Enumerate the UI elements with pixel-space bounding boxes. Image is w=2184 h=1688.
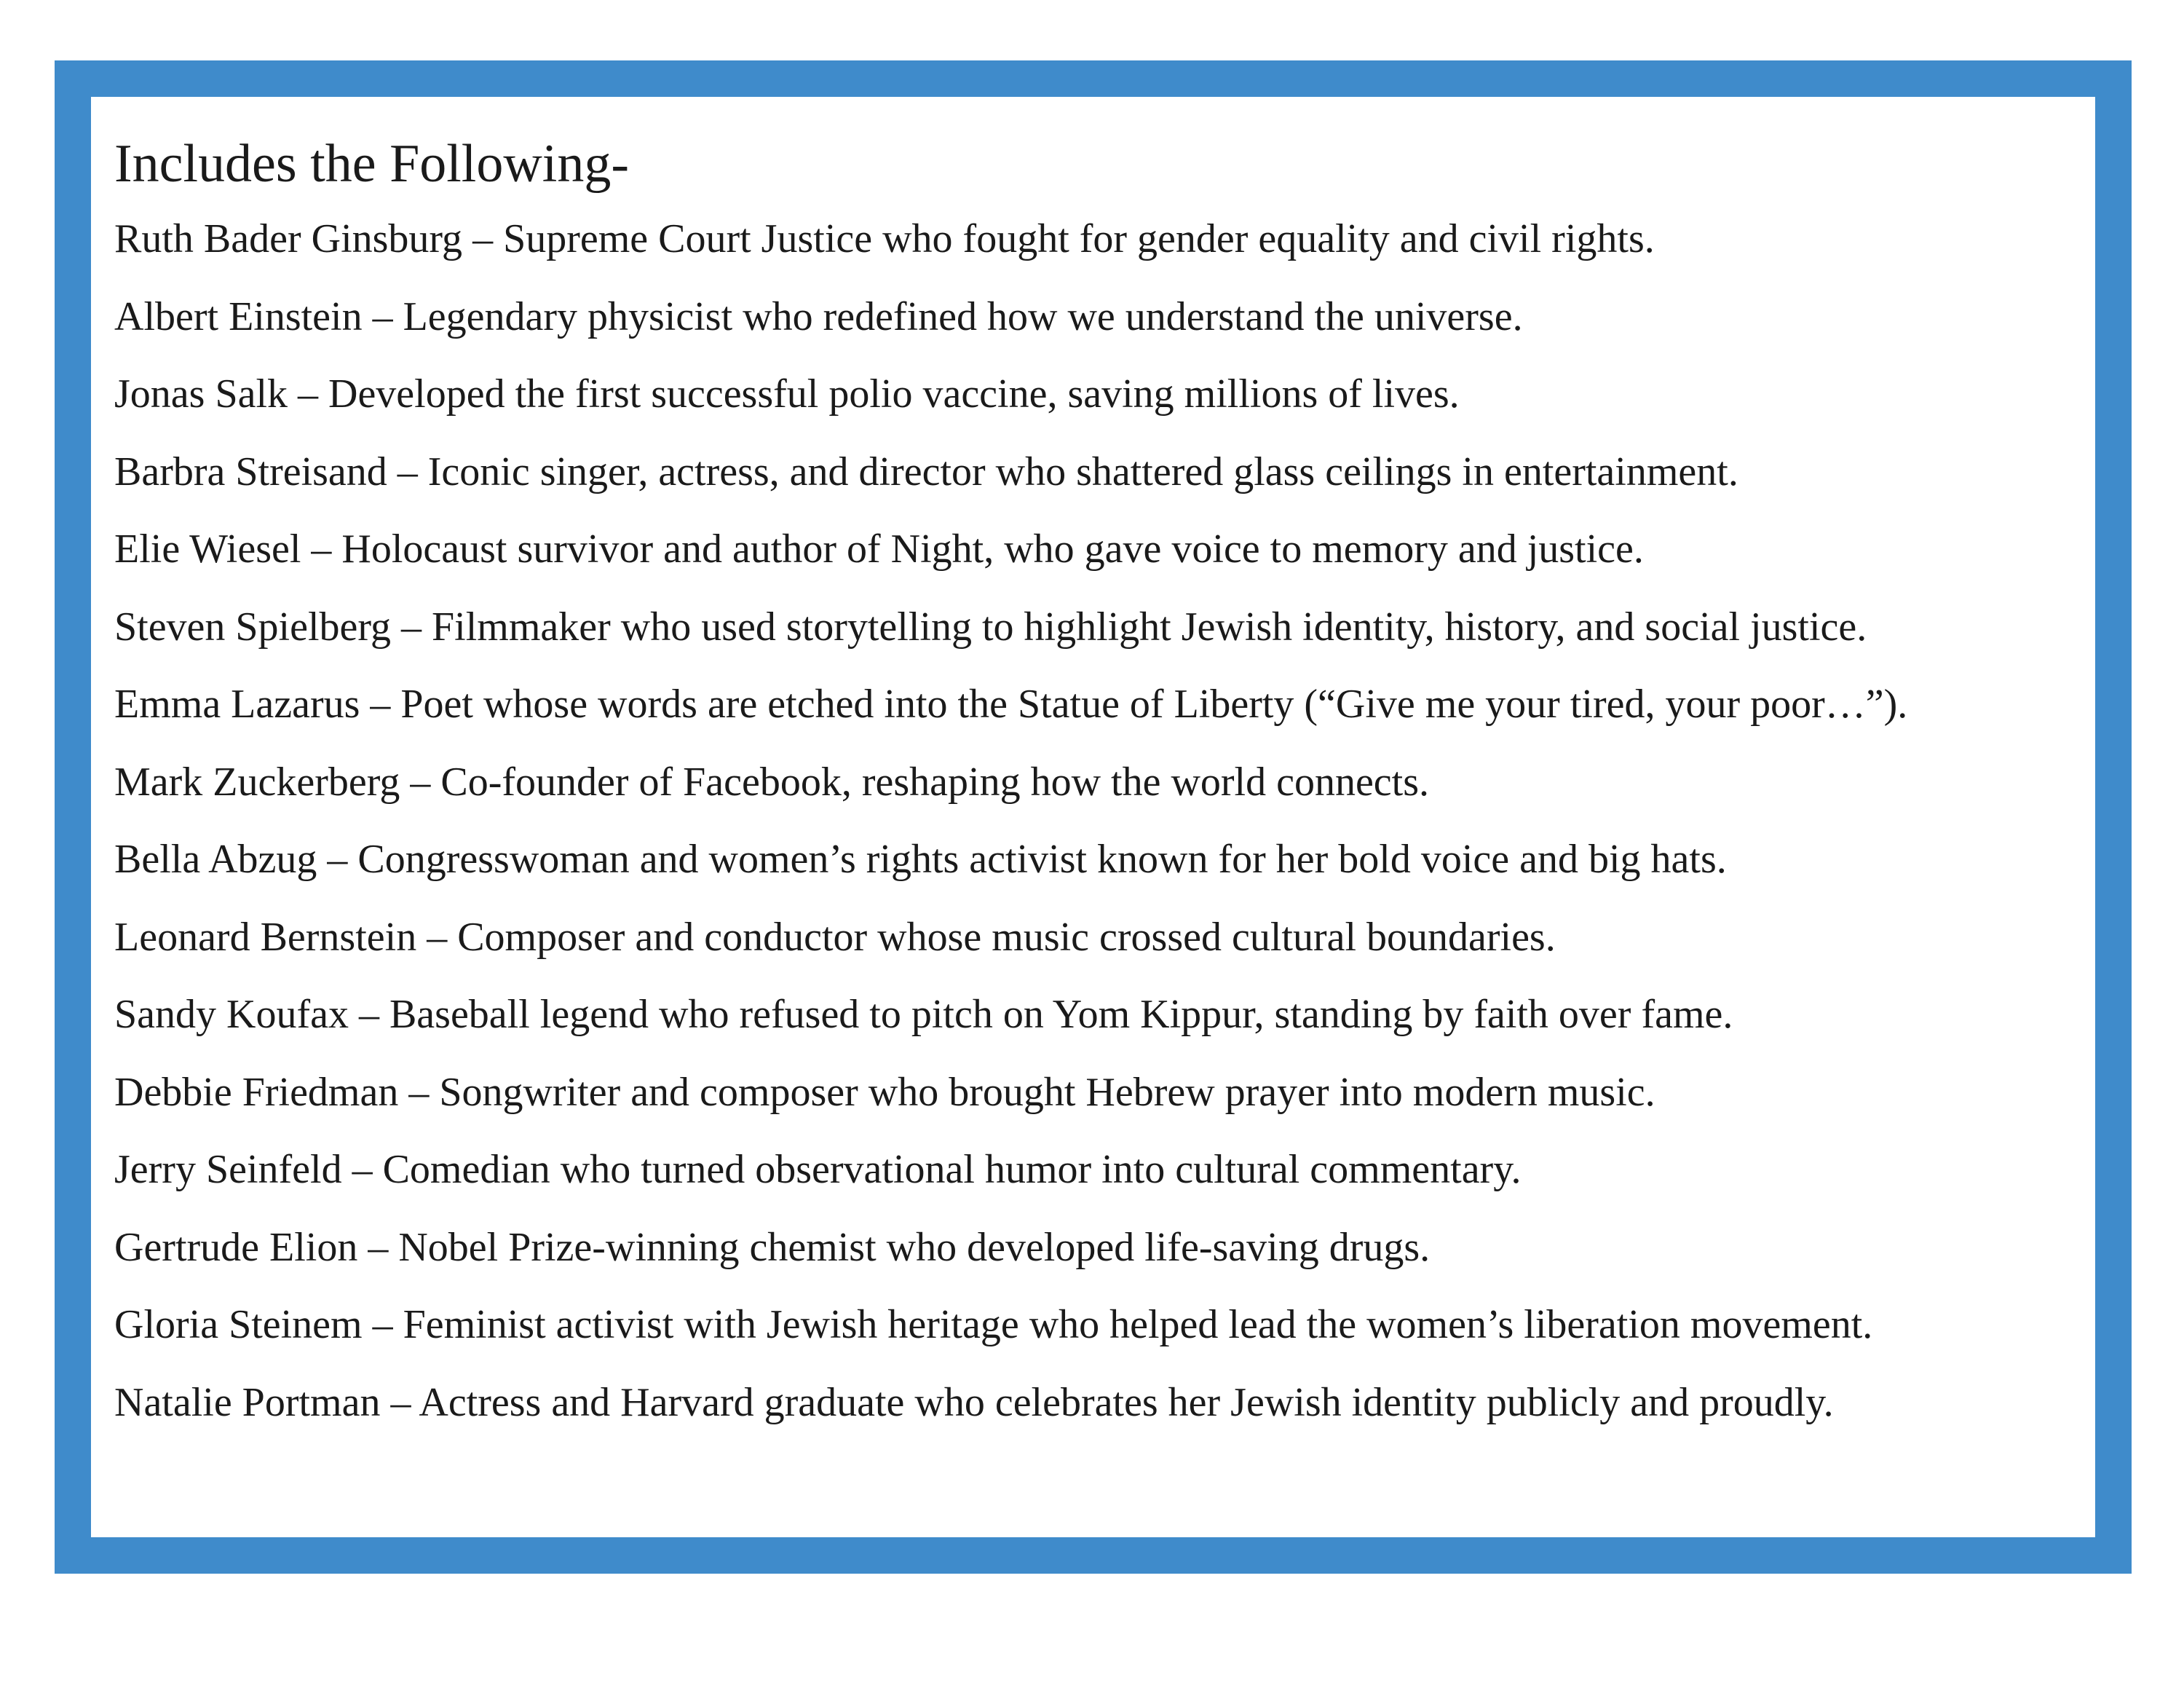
list-item: Ruth Bader Ginsburg – Supreme Court Justice who fought for gender equality and civil rights. bbox=[114, 216, 1655, 261]
entry-name: Emma Lazarus bbox=[114, 682, 360, 727]
entry-description: Actress and Harvard graduate who celebrates her Jewish identity publicly and proudly. bbox=[419, 1379, 1834, 1425]
entry-name: Sandy Koufax bbox=[114, 992, 349, 1037]
entry-name: Mark Zuckerberg bbox=[114, 759, 400, 805]
entry-name: Barbra Streisand bbox=[114, 449, 387, 494]
page-heading: Includes the Following- bbox=[114, 134, 630, 194]
entry-name: Steven Spielberg bbox=[114, 604, 392, 650]
list-item: Bella Abzug – Congresswoman and women’s rights activist known for her bold voice and big hats. bbox=[114, 837, 1727, 882]
entry-name: Albert Einstein bbox=[114, 293, 363, 339]
entry-description: Co-founder of Facebook, reshaping how the world connects. bbox=[440, 759, 1430, 805]
entry-description: Nobel Prize-winning chemist who developed life-saving drugs. bbox=[398, 1224, 1431, 1270]
entry-name: Jerry Seinfeld bbox=[114, 1147, 342, 1192]
entry-description: Congresswoman and women’s rights activist known for her bold voice and big hats. bbox=[357, 837, 1727, 882]
list-item: Mark Zuckerberg – Co-founder of Facebook, reshaping how the world connects. bbox=[114, 759, 1430, 805]
list-item: Elie Wiesel – Holocaust survivor and author of Night, who gave voice to memory and justice. bbox=[114, 526, 1644, 572]
entry-description: Holocaust survivor and author of Night, who gave voice to memory and justice. bbox=[341, 526, 1644, 572]
entry-description: Comedian who turned observational humor into cultural commentary. bbox=[382, 1147, 1522, 1192]
list-item: Barbra Streisand – Iconic singer, actress, and director who shattered glass ceilings in entertainment. bbox=[114, 449, 1738, 494]
entry-name: Ruth Bader Ginsburg bbox=[114, 216, 463, 261]
list-item: Gloria Steinem – Feminist activist with Jewish heritage who helped lead the women’s liberation movement. bbox=[114, 1302, 1873, 1347]
entry-name: Gertrude Elion bbox=[114, 1224, 358, 1270]
entry-description: Iconic singer, actress, and director who shattered glass ceilings in entertainment. bbox=[427, 449, 1738, 494]
list-item: Jerry Seinfeld – Comedian who turned observational humor into cultural commentary. bbox=[114, 1147, 1522, 1192]
list-item: Gertrude Elion – Nobel Prize-winning chemist who developed life-saving drugs. bbox=[114, 1224, 1431, 1270]
list-item: Sandy Koufax – Baseball legend who refused to pitch on Yom Kippur, standing by faith over fame. bbox=[114, 992, 1733, 1037]
list-item: Leonard Bernstein – Composer and conductor whose music crossed cultural boundaries. bbox=[114, 914, 1556, 960]
entry-name: Elie Wiesel bbox=[114, 526, 301, 572]
list-item: Albert Einstein – Legendary physicist who redefined how we understand the universe. bbox=[114, 293, 1523, 339]
list-item: Jonas Salk – Developed the first successful polio vaccine, saving millions of lives. bbox=[114, 371, 1460, 417]
entry-description: Supreme Court Justice who fought for gender equality and civil rights. bbox=[503, 216, 1655, 261]
entry-description: Developed the first successful polio vaccine, saving millions of lives. bbox=[328, 371, 1460, 417]
list-item: Natalie Portman – Actress and Harvard graduate who celebrates her Jewish identity publicly and proudly. bbox=[114, 1379, 1834, 1425]
list-item: Emma Lazarus – Poet whose words are etched into the Statue of Liberty (“Give me your tired, your poor…”). bbox=[114, 682, 1908, 727]
entry-name: Jonas Salk bbox=[114, 371, 288, 417]
entry-name: Leonard Bernstein bbox=[114, 914, 417, 960]
entry-name: Gloria Steinem bbox=[114, 1302, 363, 1347]
entry-description: Poet whose words are etched into the Statue of Liberty (“Give me your tired, your poor…”). bbox=[400, 682, 1908, 727]
people-list bbox=[114, 200, 2116, 1441]
entry-name: Debbie Friedman bbox=[114, 1069, 399, 1115]
entry-description: Composer and conductor whose music crossed cultural boundaries. bbox=[457, 914, 1556, 960]
list-item: Steven Spielberg – Filmmaker who used storytelling to highlight Jewish identity, history, and social justice. bbox=[114, 604, 1867, 650]
entry-name: Bella Abzug bbox=[114, 837, 317, 882]
content-area bbox=[114, 133, 2116, 1441]
entry-description: Songwriter and composer who brought Hebrew prayer into modern music. bbox=[439, 1069, 1655, 1115]
entry-description: Legendary physicist who redefined how we understand the universe. bbox=[403, 293, 1523, 339]
list-item: Debbie Friedman – Songwriter and composer who brought Hebrew prayer into modern music. bbox=[114, 1069, 1655, 1115]
entry-name: Natalie Portman bbox=[114, 1379, 381, 1425]
entry-description: Feminist activist with Jewish heritage who helped lead the women’s liberation movement. bbox=[403, 1302, 1873, 1347]
entry-description: Baseball legend who refused to pitch on Yom Kippur, standing by faith over fame. bbox=[389, 992, 1733, 1037]
entry-description: Filmmaker who used storytelling to highlight Jewish identity, history, and social justice. bbox=[432, 604, 1867, 650]
